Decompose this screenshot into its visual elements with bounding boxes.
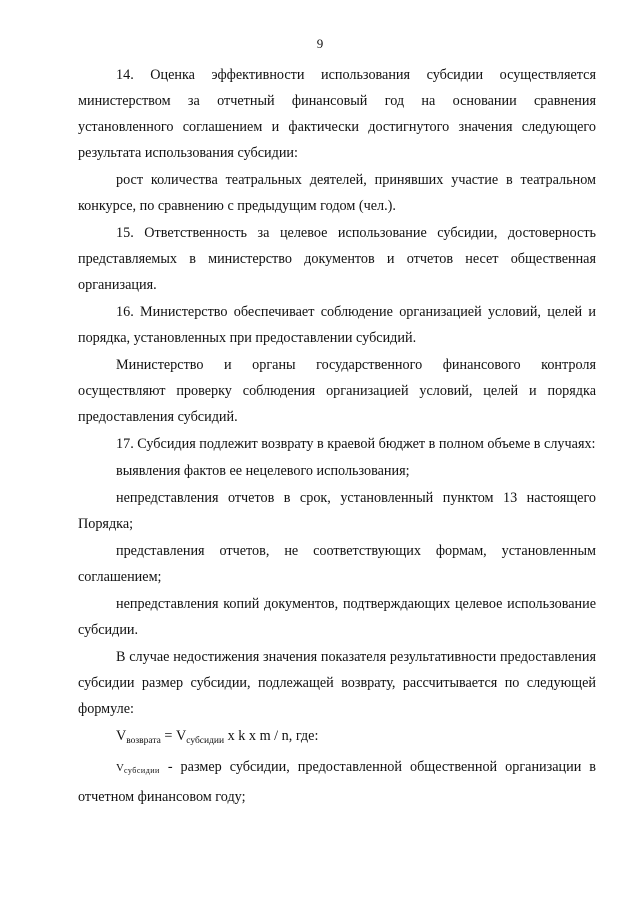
definition-v-subsidy	[78, 754, 596, 810]
paragraph-17-case-1: выявления фактов ее нецелевого использования;	[116, 463, 410, 479]
formula-equals: =	[160, 728, 176, 744]
paragraph-14-result: рост количества театральных деятелей, принявших участие в театральном конкурсе, по сравнению с предыдущим годом (чел.).	[78, 172, 596, 214]
paragraph-16-control: Министерство и органы государственного финансового контроля осуществляют проверку соблюдения организацией условий, целей и порядка предоставления субсидий.	[78, 357, 596, 425]
paragraph-17: 17. Субсидия подлежит возврату в краевой бюджет в полном объеме в случаях:	[116, 436, 596, 452]
formula-sub-return: возврата	[126, 736, 161, 746]
paragraph-14: 14. Оценка эффективности использования субсидии осуществляется министерством за отчетный финансовый год на основании сравнения установленного соглашением и фактически достигнутого значения следующего результата использования субсидии:	[78, 67, 596, 161]
paragraph-16: 16. Министерство обеспечивает соблюдение организацией условий, целей и порядка, установленных при предоставлении субсидий.	[78, 304, 596, 346]
document-body	[78, 62, 596, 810]
definition-v: V	[116, 762, 124, 774]
paragraph-17-case-4: непредставления копий документов, подтверждающих целевое использование субсидии.	[78, 596, 596, 638]
formula-sub-subsidy: субсидии	[186, 736, 225, 746]
definition-text: - размер субсидии, предоставленной общественной организации в отчетном финансовом году;	[78, 759, 596, 805]
paragraph-17-case-3: представления отчетов, не соответствующих формам, установленным соглашением;	[78, 543, 596, 585]
paragraph-17-case-2: непредставления отчетов в срок, установленный пунктом 13 настоящего Порядка;	[78, 490, 596, 532]
definition-sub: субсидии	[123, 766, 160, 775]
formula-rest: x k x m / n, где:	[224, 728, 319, 744]
formula-v-subsidy: V	[175, 728, 187, 744]
refund-formula	[78, 723, 596, 754]
paragraph-15: 15. Ответственность за целевое использование субсидии, достоверность представляемых в министерство документов и отчетов несет общественная организация.	[78, 225, 596, 293]
page-number: 9	[316, 36, 324, 51]
paragraph-17-formula-intro: В случае недостижения значения показателя результативности предоставления субсидии размер субсидии, подлежащей возврату, рассчитывается по следующей формуле:	[78, 649, 596, 717]
formula-v-return: V	[116, 728, 127, 744]
